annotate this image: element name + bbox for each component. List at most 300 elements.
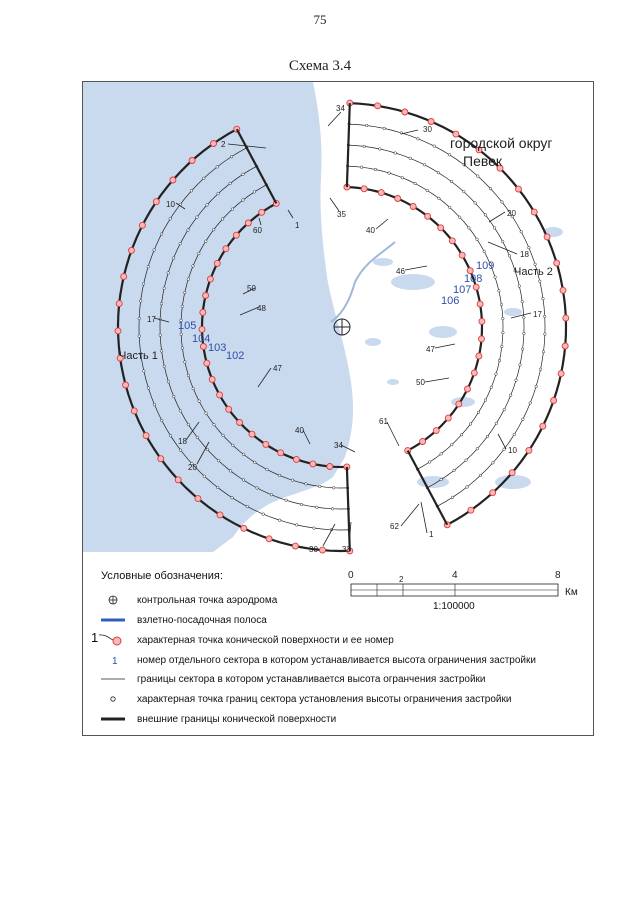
sector-point [242, 479, 245, 482]
point-label-18: 18 [178, 437, 187, 446]
sector-point [521, 300, 524, 303]
sector-point [463, 190, 466, 193]
sector-point [433, 145, 436, 148]
conical-point [428, 119, 434, 125]
sector-point [394, 152, 397, 155]
sector-point [360, 166, 363, 169]
sector-point [401, 176, 404, 179]
sector-point [172, 257, 175, 260]
conical-point [490, 490, 496, 496]
sector-point [476, 238, 479, 241]
district-label-line1: городской округ [450, 135, 553, 151]
sector-point [256, 487, 259, 490]
conical-point [249, 431, 255, 437]
sector-point [205, 240, 208, 243]
point-label-47b: 47 [426, 345, 435, 354]
point-label-48: 48 [257, 304, 266, 313]
conical-point [189, 158, 195, 164]
conical-point [473, 284, 479, 290]
point-label-61: 61 [379, 417, 388, 426]
red-circle-point-icon [113, 637, 121, 645]
sector-point [542, 297, 545, 300]
sector-point [460, 433, 463, 436]
sector-point [196, 216, 199, 219]
sector-point [242, 173, 245, 176]
scale-tick-2: 2 [399, 575, 404, 584]
conical-point [554, 260, 560, 266]
sector-point [180, 333, 183, 336]
sector-point [230, 155, 233, 158]
sector-point [160, 302, 163, 305]
conical-point [560, 287, 566, 293]
conical-point [266, 536, 272, 542]
sector-point [495, 373, 498, 376]
conical-point [116, 301, 122, 307]
sector-point [529, 402, 532, 405]
sector-label-109: 109 [476, 260, 495, 272]
sector-point [448, 206, 451, 209]
sector-point [270, 493, 273, 496]
sector-point [163, 287, 166, 290]
conical-point [211, 141, 217, 147]
sector-point [489, 187, 492, 190]
legend-title: Условные обозначения: [101, 570, 223, 582]
sector-point [231, 496, 234, 499]
sector-point [495, 422, 498, 425]
sector-point [498, 290, 501, 293]
sector-point [169, 218, 172, 221]
point-label-33: 33 [342, 545, 351, 554]
conical-point [540, 423, 546, 429]
point-label-30b: 30 [423, 125, 432, 134]
sector-point [544, 333, 547, 336]
legend-item-2: характерная точка конической поверхности и ее номер [137, 635, 394, 646]
sector-label-105: 105 [178, 320, 197, 332]
conical-point [395, 196, 401, 202]
conical-point [131, 408, 137, 414]
sector-point [205, 412, 208, 415]
sector-point [231, 208, 234, 211]
conical-point [509, 470, 515, 476]
sector-point [179, 410, 182, 413]
sector-point [450, 180, 453, 183]
sector-point [217, 192, 220, 195]
sector-point [501, 240, 504, 243]
sector-point [365, 124, 368, 127]
conical-point [207, 276, 213, 282]
sector-point [501, 201, 504, 204]
sector-point [518, 285, 521, 288]
sector-point [498, 359, 501, 362]
sector-point [212, 228, 215, 231]
conical-point [123, 382, 129, 388]
sector-point [206, 204, 209, 207]
sector-label-108: 108 [464, 273, 483, 285]
sector-point [438, 197, 441, 200]
point-label-17b: 17 [533, 310, 542, 319]
conical-point [471, 370, 477, 376]
sector-point [388, 172, 391, 175]
sector-point [523, 316, 526, 319]
conical-point [153, 199, 159, 205]
sector-point [147, 387, 150, 390]
conical-point [438, 225, 444, 231]
conical-point [129, 247, 135, 253]
conical-point [223, 246, 229, 252]
sector-point [519, 364, 522, 367]
sector-point [483, 250, 486, 253]
sector-point [187, 374, 190, 377]
conical-point [320, 547, 326, 553]
conical-point [531, 209, 537, 215]
sector-point [414, 182, 417, 185]
sector-point [221, 218, 224, 221]
conical-point [237, 420, 243, 426]
conical-point [402, 109, 408, 115]
part2-end-boundary [347, 103, 350, 187]
sector-point [484, 214, 487, 217]
sector-point [363, 145, 366, 148]
scale-tick-0: 0 [348, 570, 354, 581]
sector-point [440, 453, 443, 456]
sector-point [167, 272, 170, 275]
conical-point [143, 433, 149, 439]
sector-point [486, 435, 489, 438]
sea-area [83, 82, 353, 552]
sector-point [316, 506, 319, 509]
legend-item-6: внешние границы конической поверхности [137, 714, 337, 725]
conical-point [203, 293, 209, 299]
sector-point [181, 305, 184, 308]
conical-point [544, 234, 550, 240]
conical-point [139, 222, 145, 228]
sector-point [409, 157, 412, 160]
sector-point [453, 469, 456, 472]
sector-point [198, 400, 201, 403]
sector-point [138, 335, 141, 338]
sector-point [535, 385, 538, 388]
sector-point [142, 282, 145, 285]
sector-label-102: 102 [226, 350, 245, 362]
conical-point [217, 512, 223, 518]
conical-point [204, 360, 210, 366]
conical-point [465, 386, 471, 392]
aerodrome-control-point [334, 319, 350, 335]
sector-point [300, 503, 303, 506]
sector-point [254, 461, 257, 464]
sector-point [242, 453, 245, 456]
point-label-62: 62 [390, 522, 399, 531]
point-label-60: 60 [253, 226, 262, 235]
sector-point [440, 478, 443, 481]
sector-point [477, 175, 480, 178]
conical-point [479, 336, 485, 342]
sector-point [163, 365, 166, 368]
conical-point [278, 450, 284, 456]
conical-point [516, 186, 522, 192]
sector-point [181, 347, 184, 350]
point-label-1: 1 [295, 221, 300, 230]
sector-point [476, 448, 479, 451]
sector-point [528, 246, 531, 249]
conical-point [558, 371, 564, 377]
sector-point [295, 524, 298, 527]
sector-point [502, 317, 505, 320]
scale-tick-4: 4 [452, 570, 458, 581]
sector-point [451, 496, 454, 499]
conical-point [361, 186, 367, 192]
sector-point [521, 348, 524, 351]
point-label-10b: 10 [508, 446, 517, 455]
legend-item-1: взлетно-посадочная полоса [137, 615, 267, 626]
sector-point [242, 199, 245, 202]
scheme-title: Схема 3.4 [288, 58, 352, 74]
sector-point [503, 408, 506, 411]
sector-number-icon: 1 [112, 656, 118, 667]
small-circle-icon [111, 697, 115, 701]
sector-point [160, 350, 163, 353]
point-label-30: 30 [309, 545, 318, 554]
sector-point [253, 191, 256, 194]
conical-point [456, 401, 462, 407]
conical-point [292, 543, 298, 549]
conical-point [468, 507, 474, 513]
sector-point [503, 448, 506, 451]
sector-point [229, 182, 232, 185]
point-label-34: 34 [334, 441, 343, 450]
sector-point [222, 434, 225, 437]
conical-point [170, 177, 176, 183]
point-label-50: 50 [247, 284, 256, 293]
scale-tick-8: 8 [555, 570, 561, 581]
sector-point [428, 461, 431, 464]
sector-point [319, 485, 322, 488]
sector-label-107: 107 [453, 284, 472, 296]
point-label-34b: 34 [336, 104, 345, 113]
sector-point [139, 300, 142, 303]
point-label-1b: 1 [429, 530, 434, 539]
sector-point [153, 249, 156, 252]
sector-point [167, 380, 170, 383]
legend-leader [99, 635, 113, 640]
conical-point [217, 392, 223, 398]
sector-point [423, 164, 426, 167]
sector-point [313, 527, 316, 530]
scale-ratio: 1:100000 [433, 601, 475, 612]
conical-point [477, 301, 483, 307]
sector-point [203, 177, 206, 180]
legend-item-0: контрольная точка аэродрома [137, 595, 278, 606]
sector-point [278, 519, 281, 522]
conical-point [233, 232, 239, 238]
sector-point [520, 230, 523, 233]
conical-point [551, 398, 557, 404]
conical-point [433, 428, 439, 434]
point-label-46: 46 [396, 267, 405, 276]
point-label-20b: 20 [507, 209, 516, 218]
sector-point [169, 434, 172, 437]
legend-item-5: характерная точка границ сектора установления высоты ограничения застройки [137, 694, 512, 705]
sector-point [206, 448, 209, 451]
district-label-line2: Певек [463, 153, 503, 169]
part2-arc [348, 166, 503, 469]
conical-point [293, 456, 299, 462]
sector-point [513, 433, 516, 436]
sector-point [278, 474, 281, 477]
sector-point [305, 483, 308, 486]
sector-point [542, 350, 545, 353]
sector-point [285, 499, 288, 502]
conical-point [175, 477, 181, 483]
sector-point [183, 291, 186, 294]
sector-point [522, 418, 525, 421]
sector-point [159, 334, 162, 337]
sector-point [153, 403, 156, 406]
legend-item-2-prefix: 1 [91, 630, 99, 645]
point-label-35: 35 [337, 210, 346, 219]
sector-point [502, 331, 505, 334]
sector-point [266, 468, 269, 471]
sector-point [539, 368, 542, 371]
sector-point [509, 394, 512, 397]
sector-point [173, 395, 176, 398]
sector-point [187, 278, 190, 281]
sector-point [479, 474, 482, 477]
conical-point [479, 318, 485, 324]
map-frame [82, 81, 594, 736]
sector-point [468, 227, 471, 230]
sector-point [383, 127, 386, 130]
sector-point [448, 154, 451, 157]
sector-point [213, 423, 216, 426]
sector-point [426, 189, 429, 192]
conical-point [263, 441, 269, 447]
conical-point [245, 220, 251, 226]
sector-point [179, 242, 182, 245]
sector-point [465, 459, 468, 462]
legend-item-3: номер отдельного сектора в котором устанавливается высота ограничения застройки [137, 655, 536, 666]
conical-point [209, 376, 215, 382]
crosshair-icon [109, 596, 117, 604]
sector-point [469, 423, 472, 426]
sector-point [216, 166, 219, 169]
conical-point [563, 315, 569, 321]
conical-point [420, 439, 426, 445]
sector-point [493, 227, 496, 230]
sector-point [492, 462, 495, 465]
sector-point [515, 379, 518, 382]
part2-label: Часть 2 [514, 266, 553, 278]
conical-point [121, 274, 127, 280]
sector-point [331, 508, 334, 511]
sector-point [539, 280, 542, 283]
sector-point [500, 303, 503, 306]
sector-point [374, 168, 377, 171]
sector-point [160, 233, 163, 236]
sector-point [379, 148, 382, 151]
sector-point [232, 444, 235, 447]
conical-point [562, 343, 568, 349]
conical-point [115, 328, 121, 334]
sector-point [198, 252, 201, 255]
sector-point [417, 138, 420, 141]
point-label-17: 17 [147, 315, 156, 324]
sector-point [179, 449, 182, 452]
point-label-2: 2 [221, 140, 226, 149]
conical-point [241, 525, 247, 531]
conical-point [199, 326, 205, 332]
conical-point [459, 252, 465, 258]
sector-point [262, 513, 265, 516]
conical-point [425, 213, 431, 219]
sector-point [490, 386, 493, 389]
sector-point [246, 505, 249, 508]
point-label-20: 20 [188, 463, 197, 472]
part1-label: Часть 1 [119, 350, 158, 362]
sector-point [466, 486, 469, 489]
sector-point [161, 419, 164, 422]
conical-point [445, 415, 451, 421]
sector-point [196, 436, 199, 439]
sector-point [501, 345, 504, 348]
sector-point [190, 190, 193, 193]
conical-point [410, 204, 416, 210]
sector-point [187, 423, 190, 426]
conical-point [375, 103, 381, 109]
sector-point [494, 276, 497, 279]
page-number: 75 [313, 12, 327, 27]
sector-point [229, 470, 232, 473]
sector-point [192, 265, 195, 268]
sector-label-103: 103 [208, 342, 227, 354]
sector-point [523, 332, 526, 335]
sector-point [147, 265, 150, 268]
sector-point [187, 229, 190, 232]
sector-point [484, 399, 487, 402]
conical-point [526, 447, 532, 453]
conical-point [226, 406, 232, 412]
sector-point [437, 171, 440, 174]
legend-item-4: границы сектора в котором устанавливается высота огранчения застройки [137, 674, 486, 685]
conical-point [195, 496, 201, 502]
point-label-47: 47 [273, 364, 282, 373]
sector-point [508, 255, 511, 258]
sector-label-106: 106 [441, 295, 460, 307]
river [331, 242, 395, 322]
point-label-18b: 18 [520, 250, 529, 259]
sector-point [203, 475, 206, 478]
sector-point [291, 479, 294, 482]
part2-end-boundary [408, 451, 447, 525]
conical-point [449, 238, 455, 244]
sector-label-104: 104 [192, 333, 211, 345]
sector-point [332, 487, 335, 490]
point-label-40: 40 [295, 426, 304, 435]
sector-point [192, 387, 195, 390]
map-svg [83, 82, 594, 736]
conical-point [327, 464, 333, 470]
conical-point [200, 309, 206, 315]
sector-point [143, 370, 146, 373]
point-label-10: 10 [166, 200, 175, 209]
sector-point [477, 411, 480, 414]
sector-point [451, 443, 454, 446]
conical-point [259, 209, 265, 215]
point-label-40b: 40 [366, 226, 375, 235]
sector-point [474, 202, 477, 205]
conical-point [214, 260, 220, 266]
conical-point [476, 353, 482, 359]
